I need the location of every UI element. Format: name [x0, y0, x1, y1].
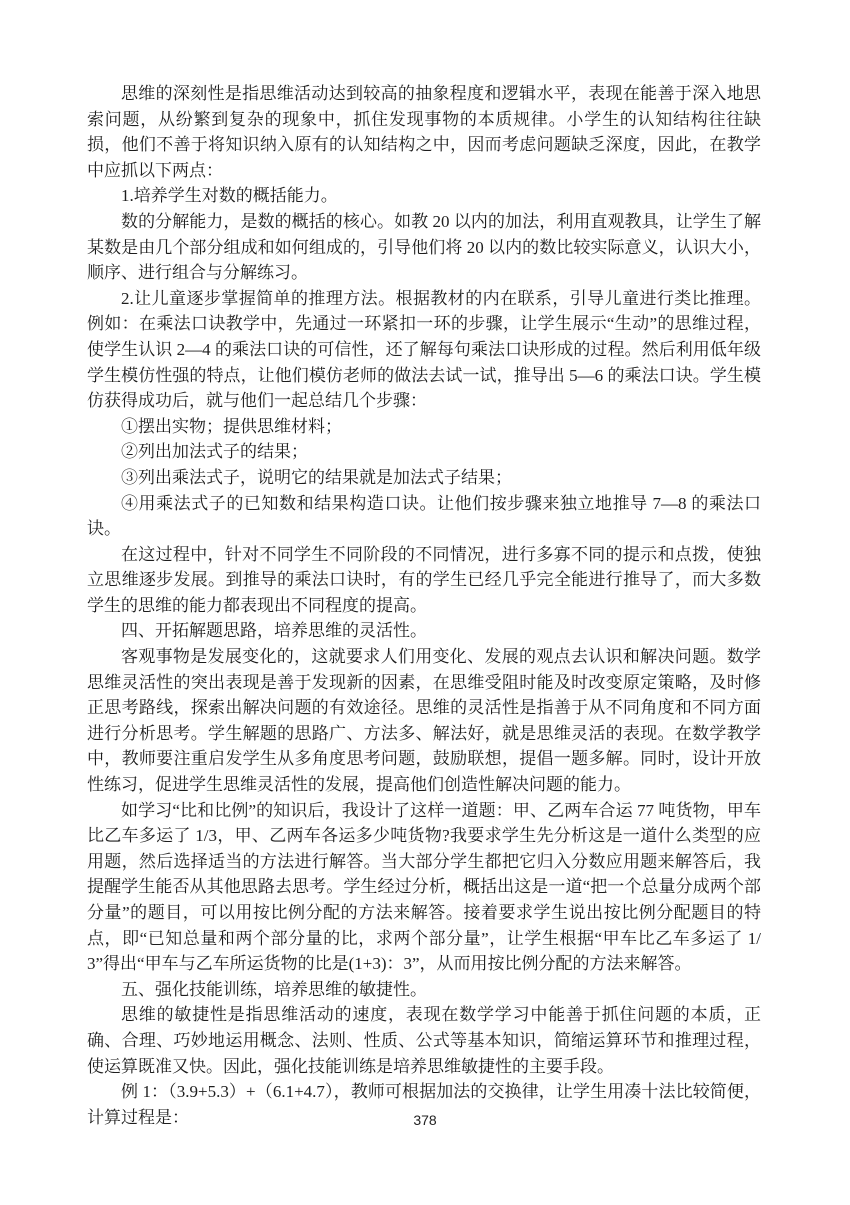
- paragraph-point-2: 2.让儿童逐步掌握简单的推理方法。根据教材的内在联系，引导儿童进行类比推理。例如：在乘法口诀教学中，先通过一环紧扣一环的步骤，让学生展示“生动”的思维过程，使学生认识 2—4 的乘法口诀的可信性，还了解每句乘法口诀形成的过程。然后利用低年级学生模仿性强的特点，让他们模仿老师的做法去试一试，推导出 5—6 的乘法口诀。学生模仿获得成功后，就与他们一起总结几个步骤：: [87, 288, 761, 411]
- paragraph-intro: 思维的深刻性是指思维活动达到较高的抽象程度和逻辑水平，表现在能善于深入地思索问题，从纷繁到复杂的现象中，抓住发现事物的本质规律。小学生的认知结构往往缺损，他们不善于将知识纳入原有的认知结构之中，因而考虑问题缺乏深度，因此，在教学中应抓以下两点：: [87, 84, 761, 180]
- list-item-3: ③列出乘法式子，说明它的结果就是加法式子结果；: [121, 467, 512, 487]
- list-item-1: ①摆出实物；提供思维材料；: [121, 416, 342, 436]
- list-item-4: ④用乘法式子的已知数和结果构造口诀。让他们按步骤来独立地推导 7—8 的乘法口诀。: [87, 493, 761, 539]
- paragraph: 思维的敏捷性是指思维活动的速度，表现在数学学习中能善于抓住问题的本质，正确、合理、巧妙地运用概念、法则、性质、公式等基本知识，简缩运算环节和推理过程，使运算既准又快。因此，强化技能训练是培养思维敏捷性的主要手段。: [87, 1005, 761, 1076]
- list-item-2: ②列出加法式子的结果；: [121, 442, 308, 462]
- paragraph: 客观事物是发展变化的，这就要求人们用变化、发展的观点去认识和解决问题。数学思维灵活性的突出表现是善于发现新的因素，在思维受阻时能及时改变原定策略，及时修正思考路线，探索出解决问题的有效途径。思维的灵活性是指善于从不同角度和不同方面进行分析思考。学生解题的思路广、方法多、解法好，就是思维灵活的表现。在数学教学中，教师要注重启发学生从多角度思考问题，鼓励联想，提倡一题多解。同时，设计开放性练习，促进学生思维灵活性的发展，提高他们创造性解决问题的能力。: [87, 647, 761, 795]
- page-number: 378: [413, 1112, 437, 1128]
- section-heading-5: 五、强化技能训练，培养思维的敏捷性。: [121, 979, 427, 999]
- document-body: [87, 81, 761, 1130]
- paragraph: 在这过程中，针对不同学生不同阶段的不同情况，进行多寡不同的提示和点拨，使独立思维逐步发展。到推导的乘法口诀时，有的学生已经几乎完全能进行推导了，而大多数学生的思维的能力都表现出不同程度的提高。: [87, 544, 761, 615]
- paragraph: 如学习“比和比例”的知识后，我设计了这样一道题：甲、乙两车合运 77 吨货物，甲车比乙车多运了 1/3，甲、乙两车各运多少吨货物?我要求学生先分析这是一道什么类型的应用题，然后选择适当的方法进行解答。当大部分学生都把它归入分数应用题来解答后，我提醒学生能否从其他思路去思考。学生经过分析，概括出这是一道“把一个总量分成两个部分量”的题目，可以用按比例分配的方法来解答。接着要求学生说出按比例分配题目的特点，即“已知总量和两个部分量的比，求两个部分量”，让学生根据“甲车比乙车多运了 1/3”得出“甲车与乙车所运货物的比是(1+3)：3”，从而用按比例分配的方法来解答。: [87, 800, 761, 974]
- paragraph-example: 例 1：（3.9+5.3）+（6.1+4.7），教师可根据加法的交换律，让学生用凑十法比较简便，计算过程是：: [87, 1082, 761, 1127]
- paragraph: 数的分解能力，是数的概括的核心。如教 20 以内的加法，利用直观教具，让学生了解某数是由几个部分组成和如何组成的，引导他们将 20 以内的数比较实际意义，认识大小，顺序、进行组合与分解练习。: [87, 211, 761, 283]
- paragraph-point-1: 1.培养学生对数的概括能力。: [121, 186, 338, 206]
- section-heading-4: 四、开拓解题思路，培养思维的灵活性。: [121, 621, 427, 641]
